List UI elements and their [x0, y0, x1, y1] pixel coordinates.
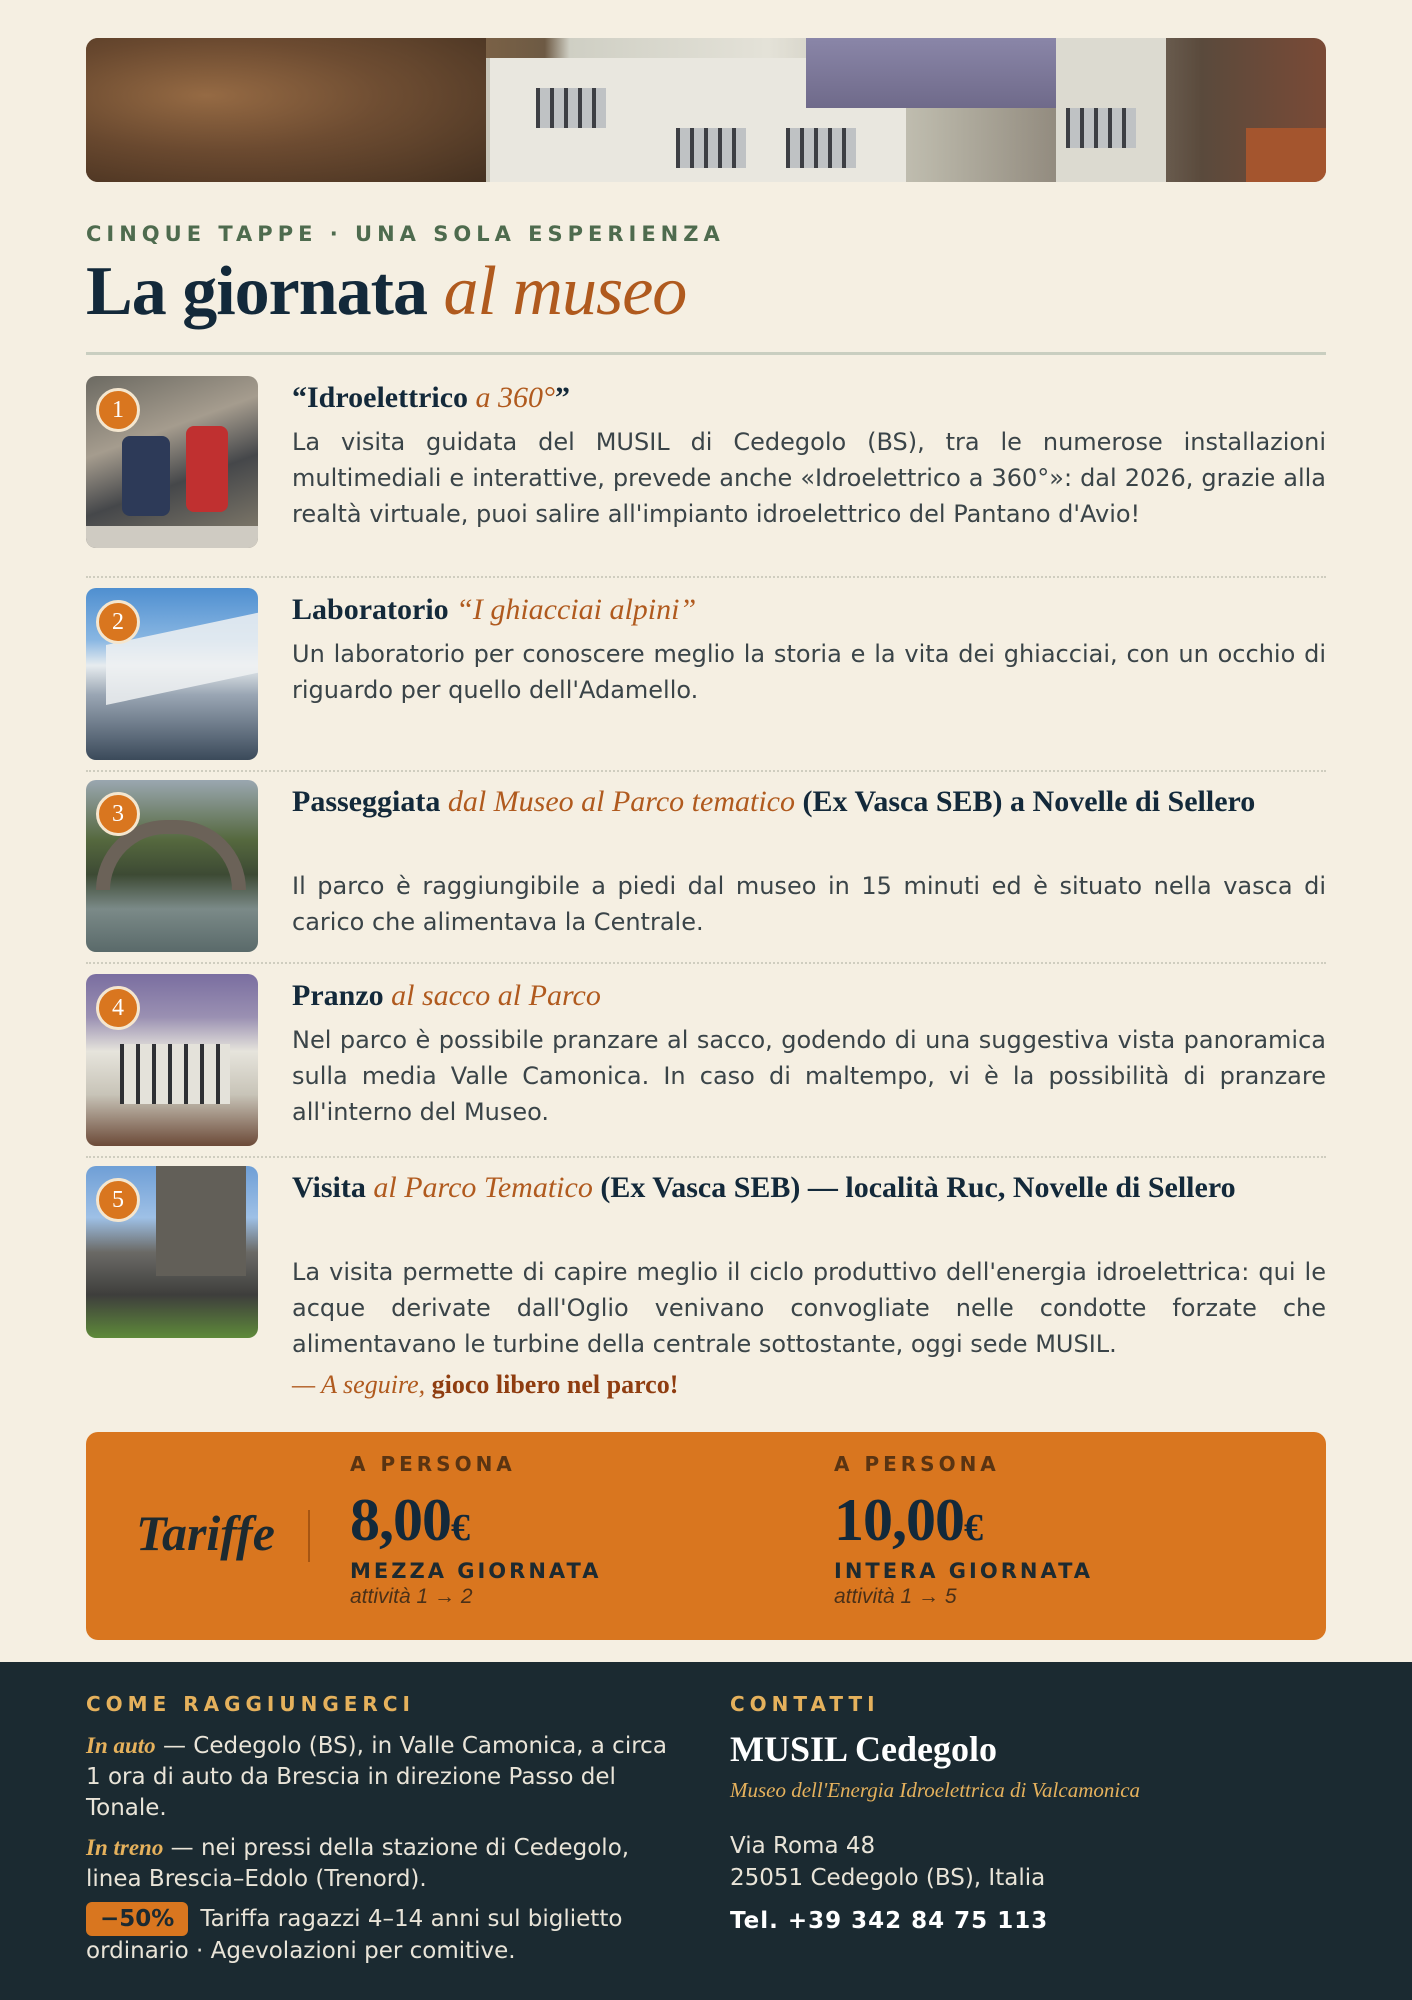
- step-description: La visita permette di capire meglio il ciclo produttivo dell'energia idroelettrica: qui le acque derivate dall'Oglio venivano convogliate nelle condotte forzate che alimentavano le turbine della centrale sottostante, oggi sede MUSIL.: [292, 1258, 1326, 1358]
- step-number: 2: [96, 600, 140, 644]
- step-3: [86, 780, 1326, 960]
- address: Via Roma 48 25051 Cedegolo (BS), Italia: [730, 1833, 1046, 1891]
- reach-by-train: In treno — nei pressi della stazione di Cedegolo, linea Brescia–Edolo (Trenord).: [86, 1835, 630, 1892]
- step-number: 4: [96, 986, 140, 1030]
- contacts-heading: CONTATTI: [730, 1692, 880, 1716]
- separator: [86, 770, 1326, 772]
- step-description: Il parco è raggiungibile a piedi dal museo in 15 minuti ed è situato nella vasca di carico che alimentava la Centrale.: [292, 872, 1326, 936]
- separator: [86, 576, 1326, 578]
- step-2: [86, 588, 1326, 768]
- page-title: [86, 252, 686, 332]
- title-main: La giornata: [86, 253, 427, 330]
- pricing-label: Tariffe: [136, 1505, 275, 1561]
- step-description: Nel parco è possibile pranzare al sacco, godendo di una suggestiva vista panoramica sulla media Valle Camonica. In caso di maltempo, vi è la possibilità di pranzare all'interno del Museo.: [292, 1026, 1326, 1126]
- pricing-panel: [86, 1432, 1326, 1640]
- footer: [0, 1662, 1412, 2000]
- step-title: Laboratorio “I ghiacciai alpini”: [292, 593, 697, 626]
- step-1: [86, 376, 1326, 566]
- step-3-photo: [86, 780, 258, 952]
- separator: [86, 962, 1326, 964]
- reach-by-car: In auto — Cedegolo (BS), in Valle Camonica, a circa 1 ora di auto da Brescia in direzione Passo del Tonale.: [86, 1733, 667, 1821]
- divider: [86, 352, 1326, 355]
- reach-heading: COME RAGGIUNGERCI: [86, 1692, 415, 1716]
- step-4: [86, 974, 1326, 1154]
- step-5-photo: [86, 1166, 258, 1338]
- phone-number[interactable]: Tel. +39 342 84 75 113: [730, 1908, 1049, 1934]
- step-5: [86, 1166, 1326, 1366]
- step-number: 3: [96, 792, 140, 836]
- step-title: Pranzo al sacco al Parco: [292, 979, 601, 1012]
- hero-image: [86, 38, 1326, 182]
- step-number: 1: [96, 388, 140, 432]
- step-2-photo: [86, 588, 258, 760]
- step-title: “Idroelettrico a 360°”: [292, 381, 571, 414]
- step-4-photo: [86, 974, 258, 1146]
- kicker: CINQUE TAPPE · UNA SOLA ESPERIENZA: [86, 222, 725, 246]
- step-title: Passeggiata dal Museo al Parco tematico (Ex Vasca SEB) a Novelle di Sellero: [292, 785, 1256, 818]
- step-1-photo: [86, 376, 258, 548]
- discount-badge: −50%: [86, 1902, 188, 1936]
- step-number: 5: [96, 1178, 140, 1222]
- org-name: MUSIL Cedegolo: [730, 1729, 998, 1769]
- discount-note: −50% Tariffa ragazzi 4–14 anni sul biglietto ordinario · Agevolazioni per comitive.: [86, 1902, 686, 1967]
- pricing-divider: [308, 1510, 310, 1562]
- step-title: Visita al Parco Tematico (Ex Vasca SEB) — località Ruc, Novelle di Sellero: [292, 1171, 1236, 1204]
- step-description: Un laboratorio per conoscere meglio la storia e la vita dei ghiacciai, con un occhio di riguardo per quello dell'Adamello.: [292, 640, 1326, 704]
- org-subtitle: Museo dell'Energia Idroelettrica di Valcamonica: [730, 1778, 1141, 1802]
- price-half-day: A PERSONA 8,00€ MEZZA GIORNATA attività 1 → 2: [350, 1452, 602, 1608]
- title-accent: al museo: [443, 253, 687, 330]
- followup-note: — A seguire, gioco libero nel parco!: [292, 1370, 679, 1399]
- price-full-day: A PERSONA 10,00€ INTERA GIORNATA attività 1 → 5: [834, 1452, 1094, 1608]
- separator: [86, 1156, 1326, 1158]
- step-description: La visita guidata del MUSIL di Cedegolo (BS), tra le numerose installazioni multimediali e interattive, prevede anche «Idroelettrico a 360°»: dal 2026, grazie alla realtà virtuale, puoi salire all'impianto idroelettrico del Pantano d'Avio!: [292, 428, 1326, 528]
